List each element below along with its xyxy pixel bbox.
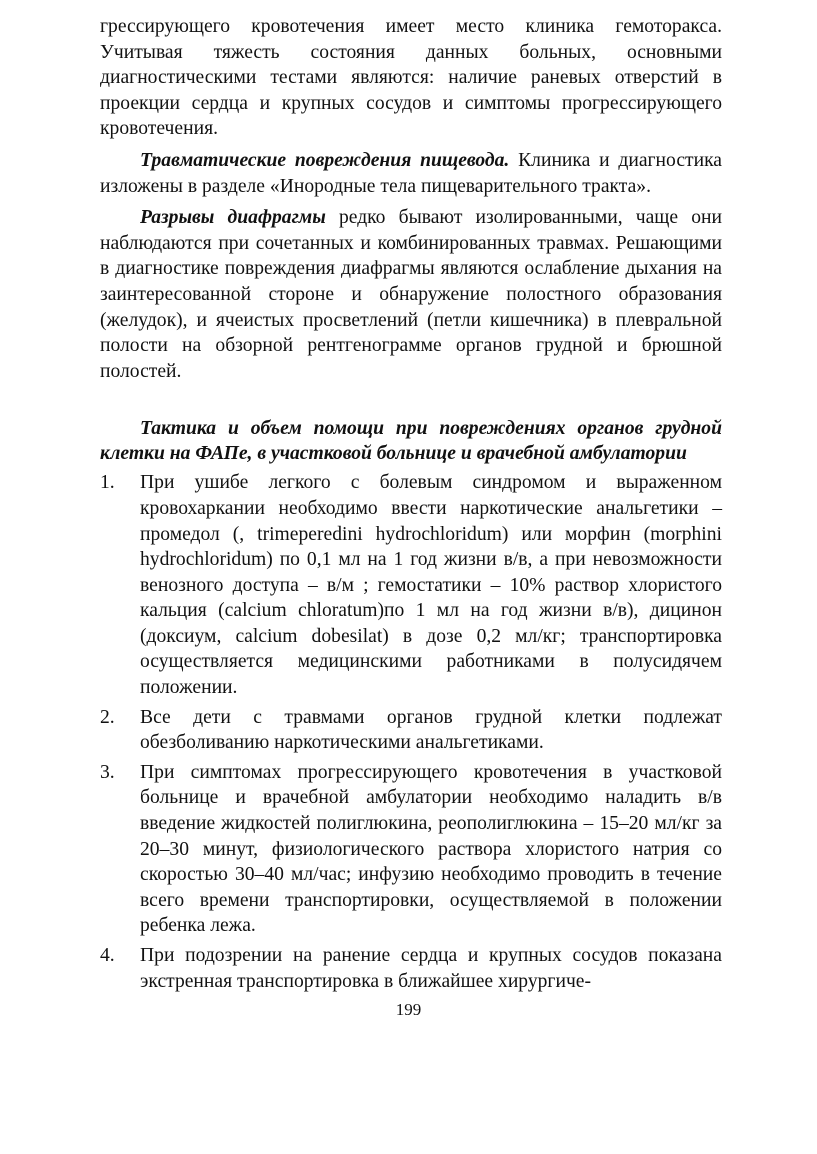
- paragraph-1: грессирующего кровотечения имеет место клиника гемоторакса. Учитывая тяжесть состояния данных больных, основными диагностическими тестами являются: наличие раневых отверстий в проекции сердца и крупных сосудов и симптомы прогрессирующего кровотечения.: [100, 16, 722, 140]
- list-item-text: При подозрении на ранение сердца и крупных сосудов показана экстренная транспортировка в ближайшее хирургиче-: [140, 945, 722, 992]
- list-item-number: 1.: [100, 472, 115, 494]
- list-item-number: 3.: [100, 761, 115, 783]
- list-item: [100, 760, 722, 939]
- list-item-text: При ушибе легкого с болевым синдромом и выраженном кровохаркании необходимо ввести наркотические анальгетики – промедол (, trimeperedini hydrochloridum) или морфин (morphini hydrochloridum) по 0,1 мл на 1 год жизни в/в, а при невозможности венозного доступа – в/м ; гемостатики – 10% раствор хлористого кальция (calcium chloratum)по 1 мл на год жизни в/в), дицинон (доксиум, calcium dobesilat) в дозе 0,2 мл/кг; транспортировка осуществляется медицинскими работниками в полусидячем положении.: [140, 472, 722, 699]
- paragraph-3-lead: Разрывы диафрагмы: [140, 207, 326, 229]
- paragraph-2-rest: Клиника и диагностика изложены в разделе «Инородные тела пищеварительного тракта».: [100, 149, 722, 197]
- list-item-text: Все дети с травмами органов грудной клетки подлежат обезболиванию наркотическими анальгетиками.: [140, 706, 722, 754]
- paragraph-3: [100, 205, 722, 384]
- list-item: [100, 705, 722, 756]
- list-item: [100, 470, 722, 700]
- list-item-number: 2.: [100, 706, 115, 728]
- paragraph-2: [100, 148, 722, 199]
- numbered-list: [100, 470, 722, 994]
- list-item: [100, 943, 722, 994]
- section-heading: Тактика и объем помощи при повреждениях органов грудной клетки на ФАПе, в участковой больнице и врачебной амбулатории: [100, 418, 722, 465]
- paragraph-2-lead: Травматические повреждения пищевода.: [140, 149, 510, 171]
- list-item-text: При симптомах прогрессирующего кровотечения в участковой больнице и врачебной амбулатории необходимо наладить в/в введение жидкостей полиглюкина, реополиглюкина – 15–20 мл/кг за 20–30 минут, физиологического раствора хлористого натрия со скоростью 30–40 мл/час; инфузию необходимо проводить в течение всего времени транспортировки, осуществляемой в положении ребенка лежа.: [140, 761, 722, 937]
- paragraph-3-rest: редко бывают изолированными, чаще они наблюдаются при сочетанных и комбинированных травмах. Решающими в диагностике повреждения диафрагмы являются ослабление дыхания на заинтересованной стороне и обнаружение полостного образования (желудок), и ячеистых просветлений (петли кишечника) в плевральной полости на обзорной рентгенограмме органов грудной и брюшной полостей.: [100, 207, 722, 382]
- page-body: [100, 14, 722, 994]
- page-number: 199: [395, 1000, 422, 1019]
- list-item-number: 4.: [100, 945, 115, 966]
